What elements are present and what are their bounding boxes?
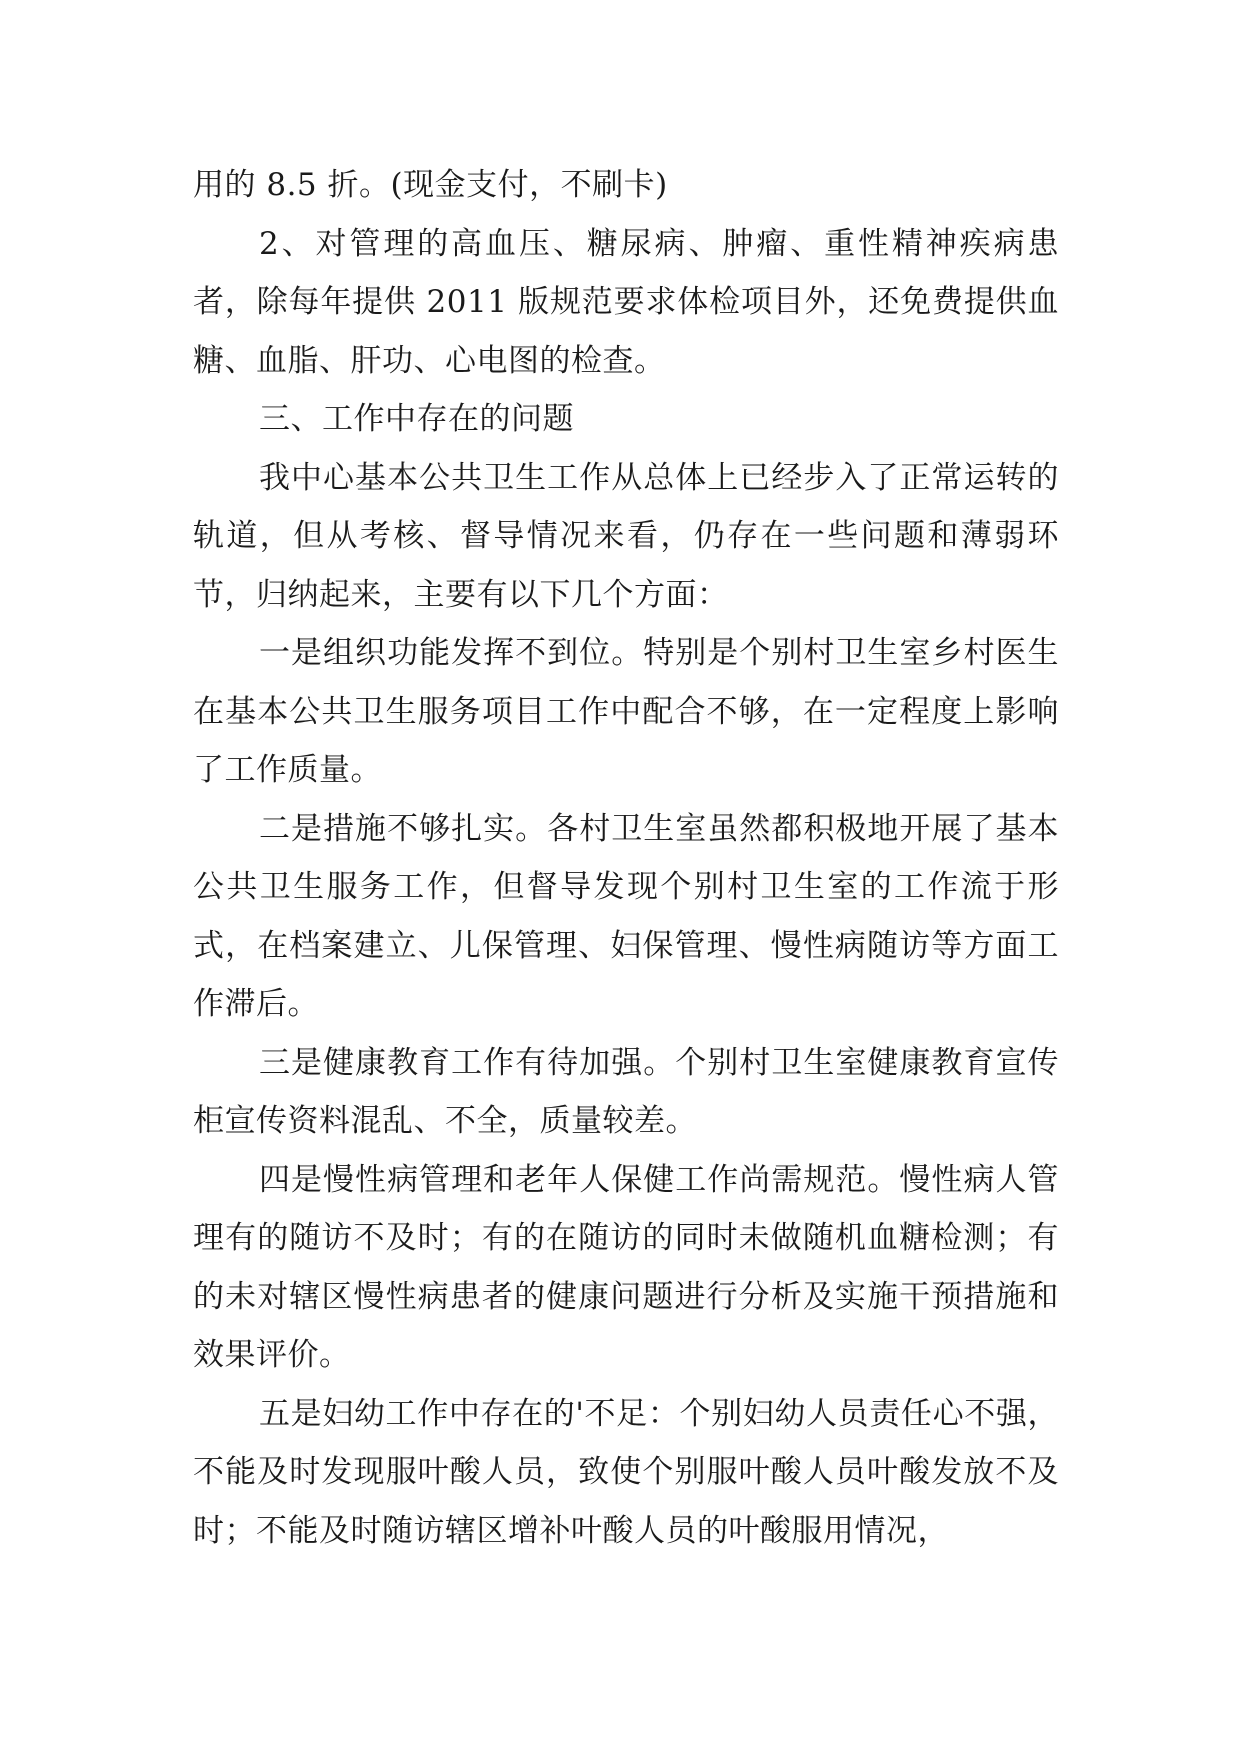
paragraph-point-five: 五是妇幼工作中存在的'不足：个别妇幼人员责任心不强，不能及时发现服叶酸人员，致使个别服叶酸人员叶酸发放不及时；不能及时随访辖区增补叶酸人员的叶酸服用情况， bbox=[193, 1395, 1059, 1549]
document-body bbox=[193, 156, 1059, 1560]
section-heading-problems: 三、工作中存在的问题 bbox=[259, 401, 574, 437]
paragraph-point-three: 三是健康教育工作有待加强。个别村卫生室健康教育宣传柜宣传资料混乱、不全，质量较差。 bbox=[193, 1044, 1059, 1139]
paragraph-point-four: 四是慢性病管理和老年人保健工作尚需规范。慢性病人管理有的随访不及时；有的在随访的同时未做随机血糖检测；有的未对辖区慢性病患者的健康问题进行分析及实施干预措施和效果评价。 bbox=[193, 1161, 1059, 1373]
paragraph-chronic-disease-checkups: 2、对管理的高血压、糖尿病、肿瘤、重性精神疾病患者，除每年提供 2011 版规范要求体检项目外，还免费提供血糖、血脂、肝功、心电图的检查。 bbox=[193, 225, 1059, 379]
paragraph-continuation: 用的 8.5 折。(现金支付，不刷卡) bbox=[193, 167, 668, 203]
paragraph-point-one: 一是组织功能发挥不到位。特别是个别村卫生室乡村医生在基本公共卫生服务项目工作中配合不够，在一定程度上影响了工作质量。 bbox=[193, 635, 1059, 788]
paragraph-point-two: 二是措施不够扎实。各村卫生室虽然都积极地开展了基本公共卫生服务工作，但督导发现个别村卫生室的工作流于形式，在档案建立、儿保管理、妇保管理、慢性病随访等方面工作滞后。 bbox=[193, 810, 1059, 1022]
paragraph-overview: 我中心基本公共卫生工作从总体上已经步入了正常运转的轨道，但从考核、督导情况来看，仍存在一些问题和薄弱环节，归纳起来，主要有以下几个方面： bbox=[193, 459, 1059, 613]
